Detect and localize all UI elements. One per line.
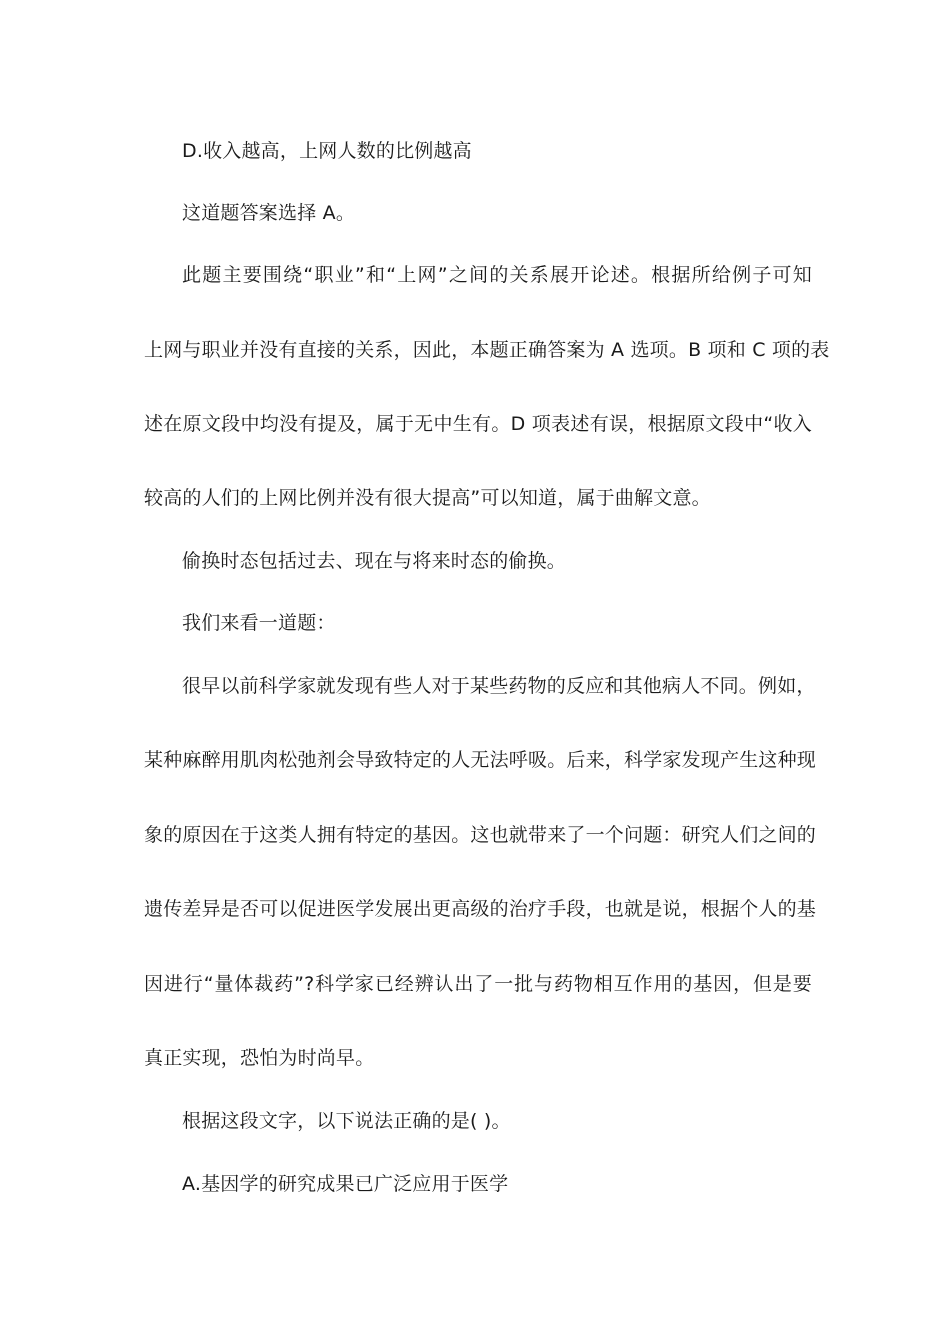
passage-line-6: 真正实现，恐怕为时尚早。 bbox=[144, 1047, 375, 1069]
tense-swap-paragraph: 偷换时态包括过去、现在与将来时态的偷换。 bbox=[182, 550, 567, 572]
question-prompt: 根据这段文字，以下说法正确的是( )。 bbox=[182, 1110, 511, 1132]
answer-statement: 这道题答案选择 A。 bbox=[182, 202, 356, 224]
passage-line-1: 很早以前科学家就发现有些人对于某些药物的反应和其他病人不同。例如， bbox=[182, 675, 816, 697]
passage-line-4: 遗传差异是否可以促进医学发展出更高级的治疗手段，也就是说，根据个人的基 bbox=[144, 898, 817, 920]
option-a-text: A.基因学的研究成果已广泛应用于医学 bbox=[182, 1173, 509, 1195]
passage-line-3: 象的原因在于这类人拥有特定的基因。这也就带来了一个问题：研究人们之间的 bbox=[144, 824, 817, 846]
explanation-line-1: 此题主要围绕“职业”和“上网”之间的关系展开论述。根据所给例子可知 bbox=[182, 264, 812, 286]
option-d-text: D.收入越高，上网人数的比例越高 bbox=[182, 140, 472, 162]
passage-line-5: 因进行“量体裁药”?科学家已经辨认出了一批与药物相互作用的基因，但是要 bbox=[144, 973, 812, 995]
explanation-line-2: 上网与职业并没有直接的关系，因此，本题正确答案为 A 选项。B 项和 C 项的表 bbox=[144, 339, 830, 361]
passage-line-2: 某种麻醉用肌肉松弛剂会导致特定的人无法呼吸。后来，科学家发现产生这种现 bbox=[144, 749, 817, 771]
explanation-line-4: 较高的人们的上网比例并没有很大提高”可以知道，属于曲解文意。 bbox=[144, 487, 711, 509]
example-intro: 我们来看一道题： bbox=[182, 612, 336, 634]
explanation-line-3: 述在原文段中均没有提及，属于无中生有。D 项表述有误，根据原文段中“收入 bbox=[144, 413, 812, 435]
